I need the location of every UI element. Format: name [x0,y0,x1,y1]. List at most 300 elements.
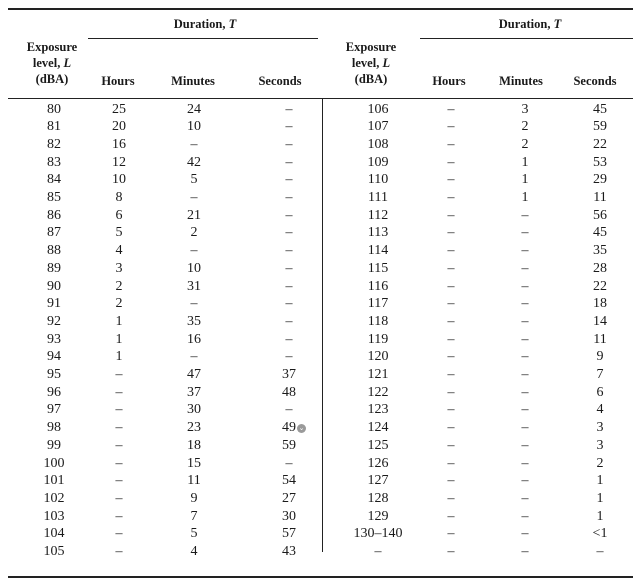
cell-value: – [521,278,529,294]
right-hours-cell [431,366,471,383]
cell-value: 119 [367,331,389,347]
cell-value: 123 [367,402,389,418]
top-rule [8,8,633,10]
right-exposure-level-cell [343,490,413,507]
right-minutes-cell [505,455,545,472]
cell-value: – [447,101,455,117]
cell-value: 2 [115,278,123,294]
left-seconds-cell [264,295,314,312]
left-minutes-cell [169,189,219,206]
cell-value: 47 [187,367,201,382]
cell-value: – [521,225,529,241]
left-seconds-cell [264,348,314,365]
right-exposure-level-cell [343,508,413,525]
left-seconds-cell [264,525,314,542]
right-exposure-level-cell [343,278,413,295]
cell-value: 125 [367,437,389,453]
cell-value: 30 [187,402,201,418]
left-hours-cell [99,401,139,418]
left-seconds-cell [264,384,314,401]
cell-value: – [521,437,529,453]
cell-value: 103 [43,508,65,524]
cell-value: – [115,508,123,524]
left-seconds-cell [264,401,314,418]
cell-value: – [447,526,455,542]
cell-value: 4 [190,544,198,559]
cell-value: 112 [367,207,389,223]
left-seconds-cell [264,543,314,560]
right-hours-cell [431,455,471,472]
left-seconds-cell [264,331,314,348]
left-hours-cell [99,260,139,277]
left-minutes-cell [169,278,219,295]
cell-value: 8 [115,190,123,205]
cell-value: 93 [47,331,61,347]
cell-value: 127 [367,473,389,489]
right-hours-cell [431,171,471,188]
cell-value: 27 [282,490,296,506]
cell-value: – [447,313,455,329]
right-exposure-level-cell [343,366,413,383]
cell-value: 1 [521,154,529,170]
right-hours-cell [431,490,471,507]
left-hours-cell [99,490,139,507]
cell-value: 1 [521,190,529,205]
cell-value: 96 [47,384,61,400]
cell-value: – [115,384,123,400]
cell-value: 129 [367,508,389,524]
right-exposure-level-cell [343,348,413,365]
left-seconds-cell [264,118,314,135]
cell-value: – [447,172,455,188]
left-seconds-cell [264,189,314,206]
cell-value: – [285,101,293,117]
left-hours-cell [99,242,139,259]
right-seconds-cell [575,472,625,489]
left-exposure-level-cell [29,472,79,489]
right-exposure-level-cell [343,171,413,188]
cell-value: – [447,508,455,524]
left-minutes-cell [169,401,219,418]
cell-value: – [285,136,293,152]
left-minutes-cell [169,154,219,171]
cell-value: 3 [115,260,123,276]
left-minutes-cell [169,366,219,383]
cell-value: 18 [593,296,607,312]
left-hours-cell [99,207,139,224]
left-hours-cell [99,101,139,118]
cell-value: 106 [367,101,389,117]
left-exposure-level-cell [29,543,79,560]
cell-value: – [285,154,293,170]
right-hours-cell [431,207,471,224]
cell-value: 7 [190,508,198,524]
right-minutes-cell [505,331,545,348]
cell-value: 2 [521,136,529,152]
left-exposure-level-cell [29,118,79,135]
cell-value: – [521,455,529,471]
right-exposure-header [331,39,411,87]
left-hours-cell [99,508,139,525]
cell-value: 90 [47,278,61,294]
right-hours-cell [431,508,471,525]
cell-value: 9 [596,349,604,365]
left-minutes-cell [169,101,219,118]
cell-value: – [447,225,455,241]
right-seconds-cell [575,366,625,383]
cell-value: 37 [282,367,296,382]
right-minutes-cell [505,543,545,560]
left-exposure-level-cell [29,242,79,259]
left-minutes-cell [169,508,219,525]
cell-value: 7 [596,367,604,382]
cell-value: 122 [367,384,389,400]
cell-value: – [447,190,455,205]
left-minutes-cell [169,224,219,241]
cell-value: 49 [282,420,296,436]
right-exposure-level-cell [343,419,413,436]
cell-value: 89 [47,260,61,276]
right-hours-cell [431,136,471,153]
cell-value: 12 [112,154,126,170]
right-exposure-level-cell [343,313,413,330]
note-marker-icon[interactable]: ⌄ [298,424,305,433]
left-hours-cell [99,348,139,365]
cell-value: 11 [187,473,201,489]
cell-value: – [115,420,123,436]
left-exposure-level-cell [29,295,79,312]
cell-value: – [190,136,198,152]
right-exposure-level-cell [343,224,413,241]
cell-value: – [447,296,455,312]
left-hours-cell [99,154,139,171]
cell-value: – [190,349,198,365]
left-minutes-header: Minutes [171,74,215,88]
left-seconds-cell [264,154,314,171]
cell-value: 80 [47,101,61,117]
cell-value: 92 [47,313,61,329]
right-exposure-level-cell [343,207,413,224]
left-minutes-cell [169,543,219,560]
right-seconds-cell [575,295,625,312]
left-hours-cell [99,366,139,383]
cell-value: – [521,331,529,347]
right-minutes-cell [505,419,545,436]
cell-value: 16 [187,331,201,347]
cell-value: 118 [367,313,389,329]
right-seconds-cell [575,278,625,295]
right-hours-header: Hours [432,74,466,88]
exposure-label-line3: (dBA) [35,72,69,86]
cell-value: 37 [187,384,201,400]
cell-value: 3 [521,101,529,117]
left-hours-cell [99,295,139,312]
cell-value: – [521,349,529,365]
left-hours-header: Hours [101,74,135,88]
cell-value: 10 [187,119,201,135]
right-minutes-cell [505,260,545,277]
right-minutes-cell [505,136,545,153]
cell-value: 108 [367,136,389,152]
cell-value: – [115,490,123,506]
cell-value: – [447,331,455,347]
cell-value: 124 [367,420,389,436]
cell-value: – [285,349,293,365]
exposure-label-line2: level, L [32,56,72,70]
left-minutes-cell [169,331,219,348]
right-exposure-level-cell [343,455,413,472]
left-seconds-cell [264,207,314,224]
left-exposure-level-cell [29,348,79,365]
cell-value: – [447,119,455,135]
cell-value: 105 [43,544,65,559]
right-hours-cell [431,525,471,542]
exposure-label-line3: (dBA) [354,72,388,86]
right-minutes-cell [505,171,545,188]
right-exposure-level-cell [343,437,413,454]
cell-value: 59 [593,119,607,135]
cell-value: – [285,260,293,276]
cell-value: 104 [43,526,65,542]
left-seconds-cell [264,260,314,277]
cell-value: 31 [187,278,201,294]
cell-value: 110 [367,172,389,188]
right-hours-cell [431,101,471,118]
left-minutes-cell [169,242,219,259]
right-minutes-cell [505,348,545,365]
left-hours-cell [99,419,139,436]
cell-value: – [447,437,455,453]
cell-value: 91 [47,296,61,312]
cell-value: 81 [47,119,61,135]
right-hours-cell [431,118,471,135]
cell-value: 4 [115,243,123,259]
cell-value: 120 [367,349,389,365]
cell-value: – [115,367,123,382]
cell-value: – [447,154,455,170]
cell-value: 2 [596,455,604,471]
right-exposure-level-cell [343,401,413,418]
cell-value: 1 [115,349,123,365]
cell-value: – [285,243,293,259]
right-exposure-level-cell [343,242,413,259]
cell-value: – [521,526,529,542]
left-hours-cell [99,331,139,348]
cell-value: 15 [187,455,201,471]
right-exposure-level-cell [343,295,413,312]
right-minutes-cell [505,242,545,259]
right-minutes-cell [505,154,545,171]
cell-value: – [285,331,293,347]
left-hours-cell [99,278,139,295]
left-hours-cell [99,437,139,454]
cell-value: 111 [368,190,388,205]
right-seconds-header: Seconds [573,74,617,88]
exposure-label-line1: Exposure [345,40,397,54]
right-minutes-cell [505,295,545,312]
right-seconds-cell [575,189,625,206]
left-seconds-header: Seconds [258,74,302,88]
cell-value: 45 [593,101,607,117]
left-exposure-level-cell [29,419,79,436]
cell-value: 102 [43,490,65,506]
left-minutes-cell [169,525,219,542]
right-exposure-level-cell [343,525,413,542]
left-exposure-level-cell [29,101,79,118]
cell-value: 14 [593,313,607,329]
cell-value: – [115,526,123,542]
cell-value: 1 [115,313,123,329]
left-minutes-cell [169,136,219,153]
cell-value: 22 [593,278,607,294]
cell-value: – [447,207,455,223]
left-exposure-level-cell [29,278,79,295]
cell-value: 54 [282,473,296,489]
cell-value: 1 [596,490,604,506]
left-exposure-level-cell [29,384,79,401]
left-exposure-level-cell [29,171,79,188]
left-exposure-level-cell [29,224,79,241]
cell-value: – [447,278,455,294]
left-exposure-level-cell [29,366,79,383]
cell-value: 23 [187,420,201,436]
cell-value: – [521,402,529,418]
left-minutes-cell [169,260,219,277]
right-seconds-cell [575,401,625,418]
right-hours-cell [431,419,471,436]
right-seconds-cell [575,384,625,401]
right-hours-cell [431,278,471,295]
cell-value: 9 [190,490,198,506]
cell-value: – [374,544,382,559]
left-minutes-cell [169,207,219,224]
left-exposure-header [12,39,92,87]
cell-value: 4 [596,402,604,418]
right-seconds-cell [575,348,625,365]
cell-value: – [447,384,455,400]
cell-value: – [285,190,293,205]
left-seconds-cell [264,490,314,507]
right-minutes-cell [505,490,545,507]
right-minutes-cell [505,437,545,454]
right-exposure-level-cell [343,136,413,153]
right-exposure-level-cell [343,543,413,560]
cell-value: – [115,473,123,489]
cell-value: 126 [367,455,389,471]
cell-value: 29 [593,172,607,188]
cell-value: 100 [43,455,65,471]
cell-value: – [190,243,198,259]
right-hours-cell [431,543,471,560]
cell-value: – [285,296,293,312]
exposure-label-line2: level, L [351,56,391,70]
left-minutes-cell [169,437,219,454]
cell-value: 86 [47,207,61,223]
cell-value: – [285,455,293,471]
cell-value: – [115,402,123,418]
cell-value: – [521,260,529,276]
cell-value: – [447,260,455,276]
cell-value: 3 [596,437,604,453]
cell-value: 107 [367,119,389,135]
cell-value: 117 [367,296,389,312]
cell-value: – [521,490,529,506]
cell-value: 28 [593,260,607,276]
right-seconds-cell [575,455,625,472]
left-minutes-cell [169,419,219,436]
duration-left-rule [88,38,318,39]
cell-value: 88 [47,243,61,259]
cell-value: 121 [367,367,389,382]
left-seconds-cell [264,136,314,153]
left-seconds-cell [264,278,314,295]
left-hours-cell [99,525,139,542]
center-divider [322,98,323,552]
right-minutes-cell [505,525,545,542]
left-hours-cell [99,313,139,330]
cell-value: 5 [190,172,198,188]
cell-value: 57 [282,526,296,542]
right-seconds-cell [575,419,625,436]
cell-value: – [285,402,293,418]
right-exposure-level-cell [343,260,413,277]
cell-value: 109 [367,154,389,170]
cell-value: 115 [367,260,389,276]
left-hours-cell [99,171,139,188]
cell-value: – [190,296,198,312]
cell-value: 130–140 [353,526,403,542]
right-minutes-cell [505,224,545,241]
left-exposure-level-cell [29,189,79,206]
left-seconds-cell [264,508,314,525]
right-seconds-cell [575,136,625,153]
left-exposure-level-cell [29,331,79,348]
cell-value: 59 [282,437,296,453]
left-seconds-cell [264,171,314,188]
cell-value: 42 [187,154,201,170]
cell-value: 95 [47,367,61,382]
left-minutes-cell [169,472,219,489]
left-exposure-level-cell [29,490,79,507]
cell-value: – [285,172,293,188]
left-seconds-cell [264,313,314,330]
left-minutes-cell [169,455,219,472]
right-duration-header: Duration, T [498,17,562,31]
cell-value: – [447,473,455,489]
cell-value: 82 [47,136,61,152]
right-seconds-cell [575,101,625,118]
cell-value: 53 [593,154,607,170]
right-seconds-cell [575,508,625,525]
cell-value: – [447,367,455,382]
right-hours-cell [431,260,471,277]
cell-value: – [115,455,123,471]
left-exposure-level-cell [29,525,79,542]
left-minutes-cell [169,295,219,312]
cell-value: – [285,313,293,329]
cell-value: – [521,243,529,259]
left-seconds-cell [264,366,314,383]
right-exposure-level-cell [343,101,413,118]
left-hours-cell [99,224,139,241]
cell-value: – [521,313,529,329]
cell-value: 10 [112,172,126,188]
right-minutes-cell [505,189,545,206]
left-exposure-level-cell [29,437,79,454]
cell-value: – [447,490,455,506]
left-seconds-cell [264,437,314,454]
cell-value: – [521,544,529,559]
